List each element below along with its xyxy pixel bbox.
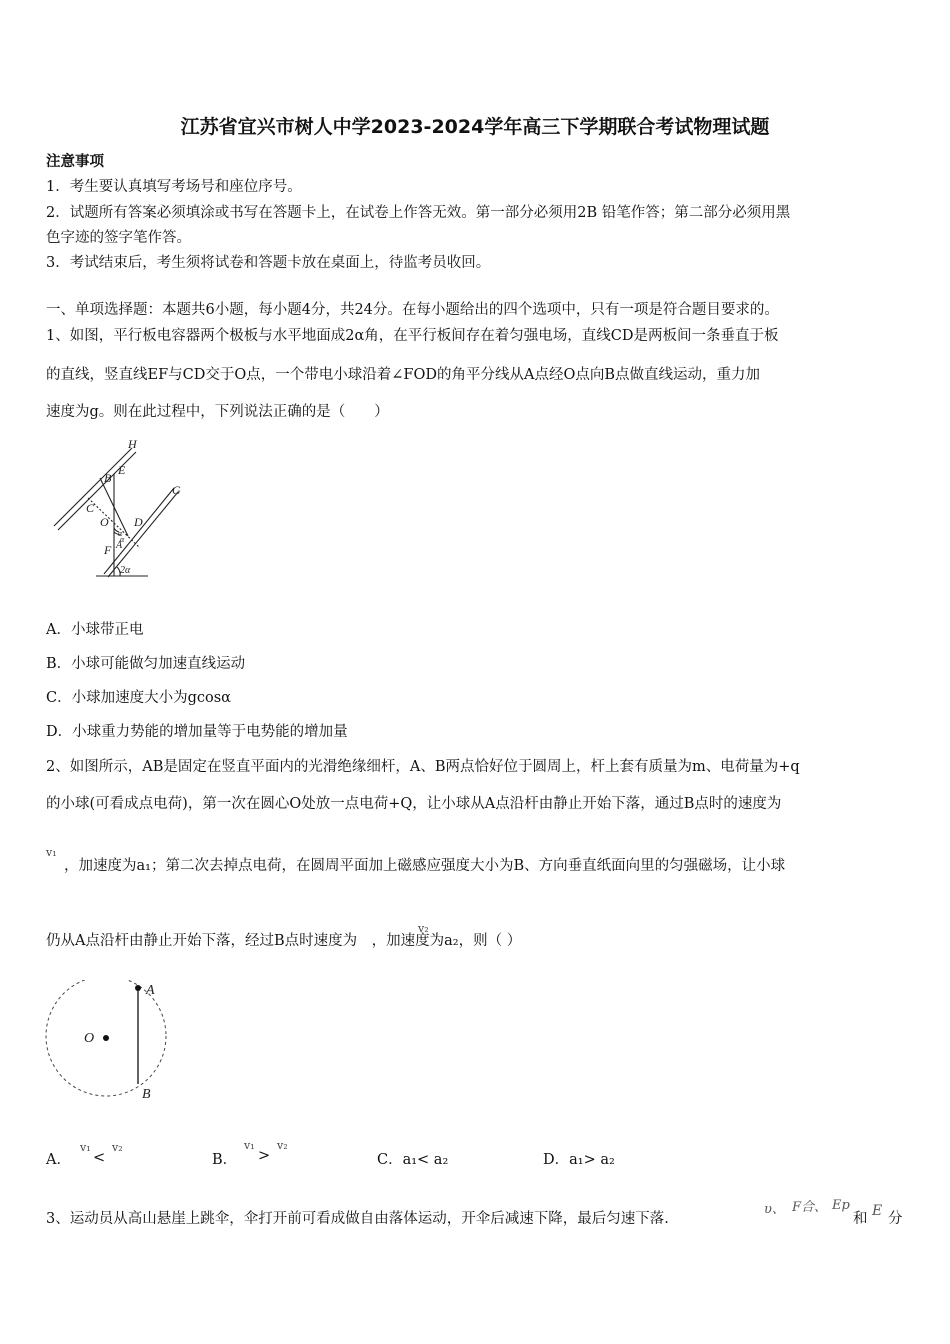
section-heading: 一、单项选择题：本题共6小题，每小题4分，共24分。在每小题给出的四个选项中，只有一项是符合题目要求的。 [46, 302, 779, 318]
option-a-v1: v₁ [80, 1141, 91, 1154]
capacitor-diagram [48, 436, 198, 584]
figure-label: A [146, 983, 155, 998]
figure-label: B [142, 1087, 151, 1102]
figure-label: O [84, 1031, 95, 1046]
question-3-tail: 分 [888, 1211, 903, 1227]
page-title: 江苏省宜兴市树人中学2023-2024学年高三下学期联合考试物理试题 [180, 116, 770, 138]
notice-item: 1．考生要认真填写考场号和座位序号。 [46, 179, 302, 195]
question-1-line: 1、如图，平行板电容器两个极板与水平地面成2α角，在平行板间存在着匀强电场，直线CD是两板间一条垂直于板 [46, 328, 779, 344]
question-2-line: 2、如图所示，AB是固定在竖直平面内的光滑绝缘细杆，A、B两点恰好位于圆周上，杆上套有质量为m、电荷量为+q [46, 759, 800, 775]
figure-label: F [104, 543, 112, 557]
symbol-upsilon: υ、 [764, 1202, 785, 1217]
question-2-line: 的小球(可看成点电荷)，第一次在圆心O处放一点电荷+Q，让小球从A点沿杆由静止开始下落，通过B点时的速度为 [46, 796, 782, 812]
figure-label: E [118, 463, 126, 477]
question-1-line: 速度为g。则在此过程中，下列说法正确的是（ ） [46, 404, 389, 420]
figure-label: α [120, 535, 125, 544]
circle-rod-diagram [40, 980, 180, 1102]
notice-heading: 注意事项 [46, 153, 104, 170]
symbol-v1: v₁ [46, 846, 57, 859]
question-2-line: 仍从A点沿杆由静止开始下落，经过B点时速度为 ，加速度为a₂，则（ ） [46, 933, 522, 949]
notice-item: 色字迹的签字笔作答。 [46, 230, 191, 246]
figure-label: O [100, 515, 109, 529]
question-1-line: 的直线，竖直线EF与CD交于O点，一个带电小球沿着∠FOD的角平分线从A点经O点向B点做直线运动，重力加 [46, 367, 760, 383]
symbol-v2: v₂ [418, 922, 429, 935]
symbol-e: E [872, 1203, 883, 1219]
option-b-v2: v₂ [277, 1139, 288, 1152]
question-2-line: ，加速度为a₁；第二次去掉点电荷，在圆周平面加上磁感应强度大小为B、方向垂直纸面向里的匀强磁场，让小球 [64, 858, 786, 874]
option-b-greater-than: > [258, 1148, 271, 1164]
option-b-v1: v₁ [244, 1139, 255, 1152]
q2-option-b: B． [212, 1152, 238, 1168]
symbol-ep: Ep [832, 1198, 850, 1213]
notice-item: 2．试题所有答案必须填涂或书写在答题卡上，在试卷上作答无效。第一部分必须用2B 铅笔作答；第二部分必须用黑 [46, 205, 791, 221]
q1-option-d: D．小球重力势能的增加量等于电势能的增加量 [46, 724, 348, 740]
figure-label: B [104, 471, 112, 485]
figure-label: C [86, 501, 95, 515]
conjunction-and: 和 [853, 1211, 868, 1227]
option-a-less-than: < [93, 1150, 106, 1166]
question-3-line: 3、运动员从高山悬崖上跳伞，伞打开前可看成做自由落体运动，开伞后减速下降，最后匀速下落. [46, 1211, 669, 1227]
q2-option-a: A． [46, 1152, 71, 1168]
q1-option-a: A．小球带正电 [46, 622, 144, 638]
figure-label: A [116, 540, 123, 551]
figure-label: α [118, 529, 123, 538]
figure-label: G [172, 483, 181, 497]
notice-item: 3．考试结束后，考生须将试卷和答题卡放在桌面上，待监考员收回。 [46, 255, 491, 271]
q1-option-b: B．小球可能做匀加速直线运动 [46, 656, 246, 672]
q2-option-d: D．a₁> a₂ [543, 1152, 615, 1168]
q2-option-c: C．a₁< a₂ [377, 1152, 449, 1168]
figure-label: D [134, 515, 143, 529]
figure-label: H [128, 437, 137, 451]
q1-option-c: C．小球加速度大小为gcosα [46, 690, 231, 706]
figure-label: 2α [120, 565, 131, 576]
option-a-v2: v₂ [112, 1141, 123, 1154]
symbol-f-net: F合、 [792, 1200, 828, 1215]
